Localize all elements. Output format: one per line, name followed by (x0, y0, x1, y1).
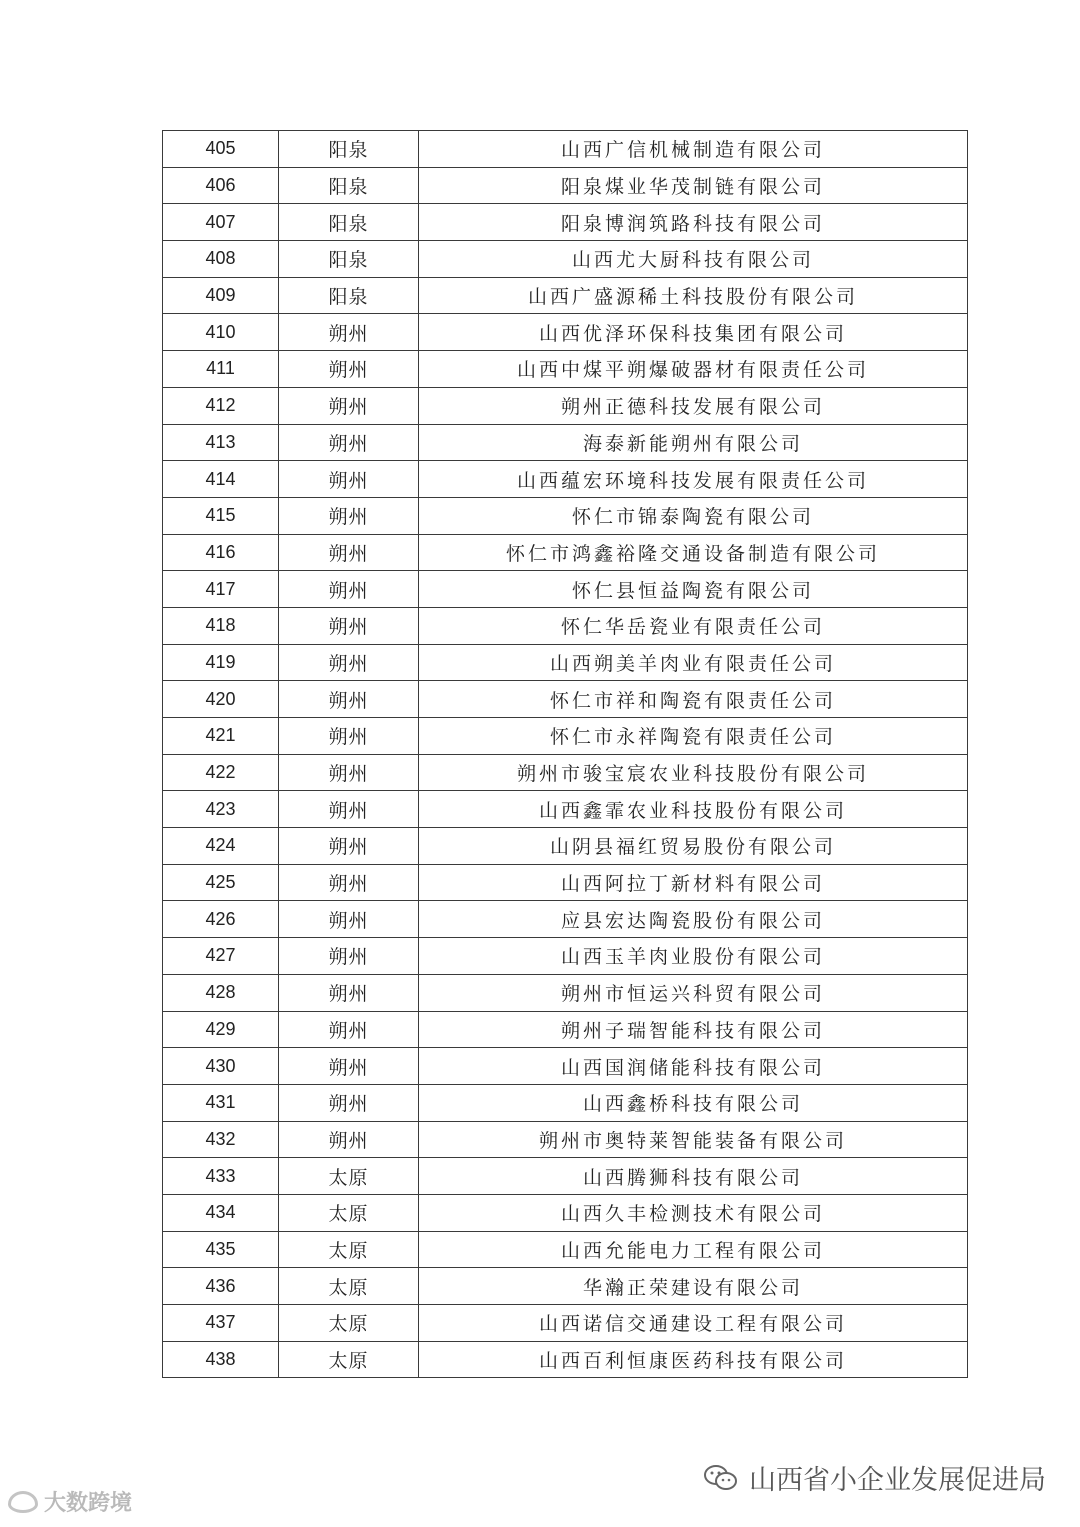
row-city: 朔州 (279, 681, 419, 718)
row-city: 太原 (279, 1231, 419, 1268)
row-number: 412 (163, 387, 279, 424)
table-row (163, 718, 968, 755)
table-row (163, 534, 968, 571)
table-row (163, 314, 968, 351)
row-number: 431 (163, 1084, 279, 1121)
row-number: 420 (163, 681, 279, 718)
row-number: 417 (163, 571, 279, 608)
row-company-name: 山西蕴宏环境科技发展有限责任公司 (419, 461, 968, 498)
row-company-name: 怀仁县恒益陶瓷有限公司 (419, 571, 968, 608)
row-number: 434 (163, 1194, 279, 1231)
row-number: 428 (163, 974, 279, 1011)
row-number: 408 (163, 241, 279, 278)
row-company-name: 山西玉羊肉业股份有限公司 (419, 938, 968, 975)
row-city: 朔州 (279, 424, 419, 461)
row-city: 朔州 (279, 1084, 419, 1121)
row-city: 太原 (279, 1268, 419, 1305)
row-city: 太原 (279, 1194, 419, 1231)
row-number: 430 (163, 1048, 279, 1085)
row-number: 433 (163, 1158, 279, 1195)
row-company-name: 朔州正德科技发展有限公司 (419, 387, 968, 424)
table-row (163, 607, 968, 644)
row-city: 阳泉 (279, 131, 419, 168)
table-row (163, 131, 968, 168)
row-city: 朔州 (279, 938, 419, 975)
row-number: 415 (163, 497, 279, 534)
row-city: 朔州 (279, 901, 419, 938)
row-company-name: 华瀚正荣建设有限公司 (419, 1268, 968, 1305)
table-row (163, 754, 968, 791)
row-company-name: 山西鑫桥科技有限公司 (419, 1084, 968, 1121)
company-list-table (162, 130, 968, 1378)
row-city: 阳泉 (279, 167, 419, 204)
row-number: 432 (163, 1121, 279, 1158)
table-row (163, 864, 968, 901)
row-city: 朔州 (279, 497, 419, 534)
table-row (163, 424, 968, 461)
row-city: 阳泉 (279, 204, 419, 241)
watermark-left (8, 1486, 132, 1517)
row-company-name: 怀仁市锦泰陶瓷有限公司 (419, 497, 968, 534)
table-row (163, 277, 968, 314)
row-city: 朔州 (279, 828, 419, 865)
row-company-name: 阳泉博润筑路科技有限公司 (419, 204, 968, 241)
table-row (163, 1341, 968, 1378)
row-company-name: 朔州市骏宝宸农业科技股份有限公司 (419, 754, 968, 791)
row-company-name: 怀仁市祥和陶瓷有限责任公司 (419, 681, 968, 718)
table-row (163, 461, 968, 498)
row-company-name: 山西朔美羊肉业有限责任公司 (419, 644, 968, 681)
row-company-name: 山阴县福红贸易股份有限公司 (419, 828, 968, 865)
row-city: 朔州 (279, 1121, 419, 1158)
row-company-name: 山西百利恒康医药科技有限公司 (419, 1341, 968, 1378)
row-number: 407 (163, 204, 279, 241)
table-row (163, 938, 968, 975)
row-city: 朔州 (279, 1011, 419, 1048)
table-row (163, 974, 968, 1011)
row-city: 太原 (279, 1158, 419, 1195)
row-number: 411 (163, 351, 279, 388)
row-number: 421 (163, 718, 279, 755)
table-row (163, 1268, 968, 1305)
row-number: 423 (163, 791, 279, 828)
row-city: 朔州 (279, 754, 419, 791)
row-number: 409 (163, 277, 279, 314)
watermark-right (703, 1458, 1046, 1497)
row-city: 朔州 (279, 644, 419, 681)
table-row (163, 1231, 968, 1268)
row-number: 437 (163, 1305, 279, 1342)
row-number: 424 (163, 828, 279, 865)
row-company-name: 山西广信机械制造有限公司 (419, 131, 968, 168)
row-city: 朔州 (279, 534, 419, 571)
table-row (163, 1194, 968, 1231)
row-company-name: 朔州市恒运兴科贸有限公司 (419, 974, 968, 1011)
row-number: 422 (163, 754, 279, 791)
row-company-name: 朔州子瑞智能科技有限公司 (419, 1011, 968, 1048)
row-city: 太原 (279, 1341, 419, 1378)
row-company-name: 朔州市奥特莱智能装备有限公司 (419, 1121, 968, 1158)
row-number: 429 (163, 1011, 279, 1048)
table-row (163, 1048, 968, 1085)
watermark-left-text: 大数跨境 (44, 1491, 133, 1516)
row-company-name: 山西优泽环保科技集团有限公司 (419, 314, 968, 351)
row-company-name: 山西尤大厨科技有限公司 (419, 241, 968, 278)
row-city: 朔州 (279, 974, 419, 1011)
row-company-name: 山西鑫霏农业科技股份有限公司 (419, 791, 968, 828)
row-number: 410 (163, 314, 279, 351)
row-number: 414 (163, 461, 279, 498)
row-number: 436 (163, 1268, 279, 1305)
row-company-name: 山西腾狮科技有限公司 (419, 1158, 968, 1195)
row-number: 406 (163, 167, 279, 204)
table-row (163, 1158, 968, 1195)
row-number: 435 (163, 1231, 279, 1268)
row-number: 418 (163, 607, 279, 644)
row-city: 朔州 (279, 864, 419, 901)
row-company-name: 海泰新能朔州有限公司 (419, 424, 968, 461)
row-number: 425 (163, 864, 279, 901)
table-row (163, 1011, 968, 1048)
row-company-name: 山西久丰检测技术有限公司 (419, 1194, 968, 1231)
table-row (163, 1084, 968, 1121)
row-city: 朔州 (279, 1048, 419, 1085)
row-city: 朔州 (279, 461, 419, 498)
row-city: 朔州 (279, 607, 419, 644)
row-company-name: 山西国润储能科技有限公司 (419, 1048, 968, 1085)
row-company-name: 山西广盛源稀土科技股份有限公司 (419, 277, 968, 314)
row-city: 朔州 (279, 791, 419, 828)
row-number: 416 (163, 534, 279, 571)
row-city: 阳泉 (279, 241, 419, 278)
row-city: 朔州 (279, 351, 419, 388)
watermark-right-text: 山西省小企业发展促进局 (749, 1465, 1046, 1496)
row-city: 朔州 (279, 387, 419, 424)
table-row (163, 901, 968, 938)
row-company-name: 怀仁市永祥陶瓷有限责任公司 (419, 718, 968, 755)
table-row (163, 571, 968, 608)
row-company-name: 山西阿拉丁新材料有限公司 (419, 864, 968, 901)
row-company-name: 山西允能电力工程有限公司 (419, 1231, 968, 1268)
row-number: 413 (163, 424, 279, 461)
table-row (163, 241, 968, 278)
row-company-name: 应县宏达陶瓷股份有限公司 (419, 901, 968, 938)
table-row (163, 1121, 968, 1158)
brand-logo-icon (8, 1491, 38, 1513)
table-row (163, 828, 968, 865)
table-body (163, 131, 968, 1378)
row-number: 405 (163, 131, 279, 168)
wechat-icon (703, 1463, 739, 1493)
table-row (163, 791, 968, 828)
row-city: 朔州 (279, 314, 419, 351)
table-row (163, 167, 968, 204)
table-row (163, 204, 968, 241)
row-number: 419 (163, 644, 279, 681)
row-company-name: 阳泉煤业华茂制链有限公司 (419, 167, 968, 204)
table-row (163, 681, 968, 718)
table-row (163, 644, 968, 681)
table-row (163, 497, 968, 534)
row-number: 426 (163, 901, 279, 938)
row-city: 朔州 (279, 571, 419, 608)
table-row (163, 351, 968, 388)
row-company-name: 山西中煤平朔爆破器材有限责任公司 (419, 351, 968, 388)
row-number: 427 (163, 938, 279, 975)
row-company-name: 怀仁市鸿鑫裕隆交通设备制造有限公司 (419, 534, 968, 571)
table-row (163, 387, 968, 424)
table-row (163, 1305, 968, 1342)
row-city: 阳泉 (279, 277, 419, 314)
row-city: 朔州 (279, 718, 419, 755)
row-city: 太原 (279, 1305, 419, 1342)
row-company-name: 怀仁华岳瓷业有限责任公司 (419, 607, 968, 644)
row-company-name: 山西诺信交通建设工程有限公司 (419, 1305, 968, 1342)
row-number: 438 (163, 1341, 279, 1378)
